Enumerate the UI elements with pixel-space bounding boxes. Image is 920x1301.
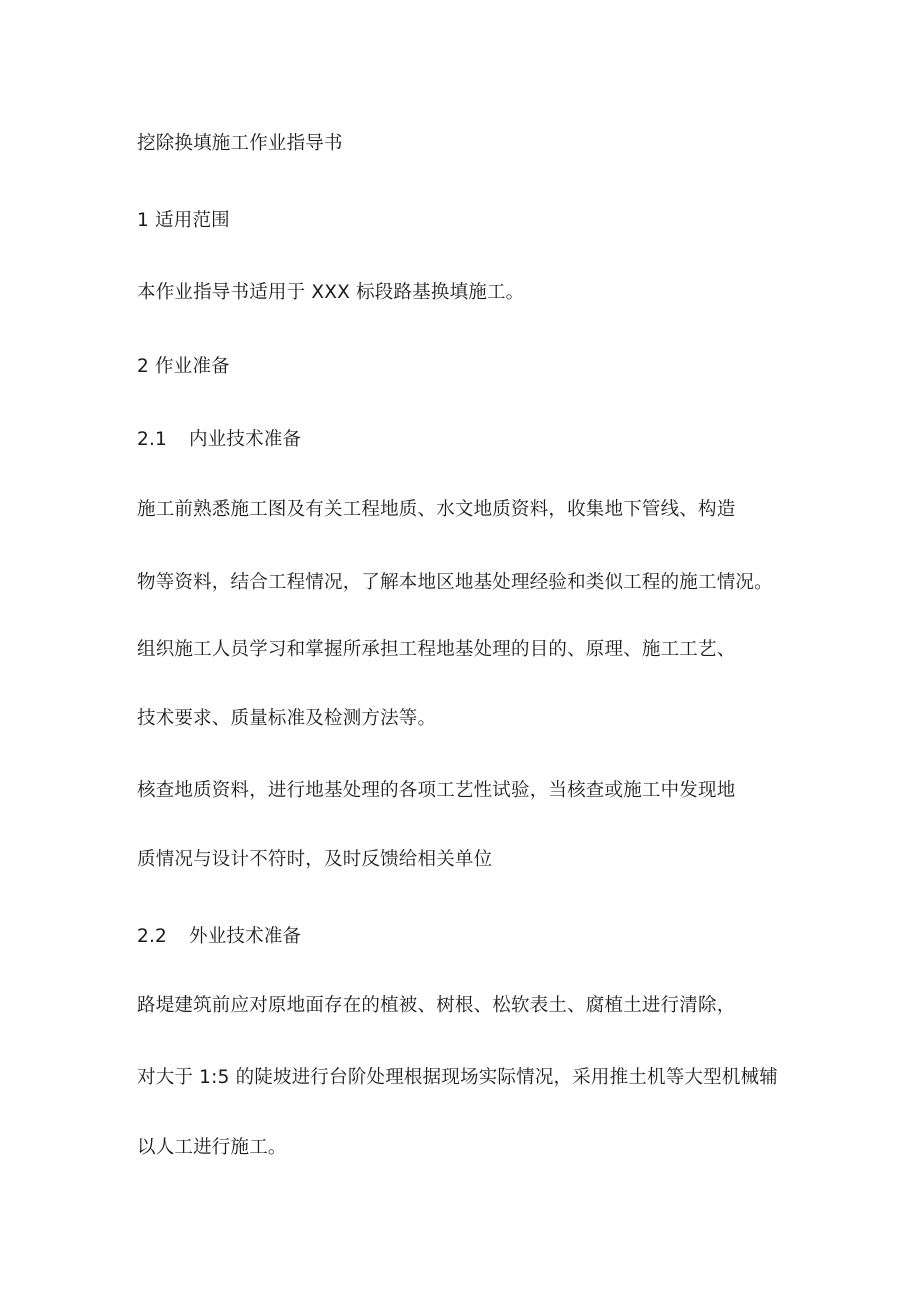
section-2-1-line: 质情况与设计不符时，及时反馈给相关单位 — [137, 849, 493, 870]
section-2-2-line: 以人工进行施工。 — [137, 1137, 287, 1158]
section-2-2-number: 2.2 — [137, 926, 168, 947]
section-2-2-line: 对大于 1:5 的陡坡进行台阶处理根据现场实际情况，采用推土机等大型机械辅 — [137, 1067, 778, 1088]
section-2-2-title: 外业技术准备 — [189, 926, 302, 947]
section-2-2-line: 路堤建筑前应对原地面存在的植被、树根、松软表土、腐植土进行清除， — [137, 995, 736, 1016]
section-2-1-line: 施工前熟悉施工图及有关工程地质、水文地质资料，收集地下管线、构造 — [137, 499, 736, 520]
section-2-1-line: 技术要求、质量标准及检测方法等。 — [137, 708, 437, 729]
section-2-1-line: 核查地质资料，进行地基处理的各项工艺性试验，当核查或施工中发现地 — [137, 780, 736, 801]
section-2-heading: 2 作业准备 — [137, 356, 230, 377]
section-2-1-number: 2.1 — [137, 429, 168, 450]
section-2-1-line: 组织施工人员学习和掌握所承担工程地基处理的目的、原理、施工工艺、 — [137, 639, 736, 660]
section-1-paragraph: 本作业指导书适用于 XXX 标段路基换填施工。 — [137, 282, 525, 303]
section-1-heading: 1 适用范围 — [137, 210, 230, 231]
section-2-1-heading — [137, 428, 301, 452]
section-2-1-line: 物等资料，结合工程情况，了解本地区地基处理经验和类似工程的施工情况。 — [137, 572, 773, 593]
section-2-2-heading — [137, 925, 301, 949]
document-title: 挖除换填施工作业指导书 — [137, 133, 343, 154]
section-2-1-title: 内业技术准备 — [189, 429, 302, 450]
